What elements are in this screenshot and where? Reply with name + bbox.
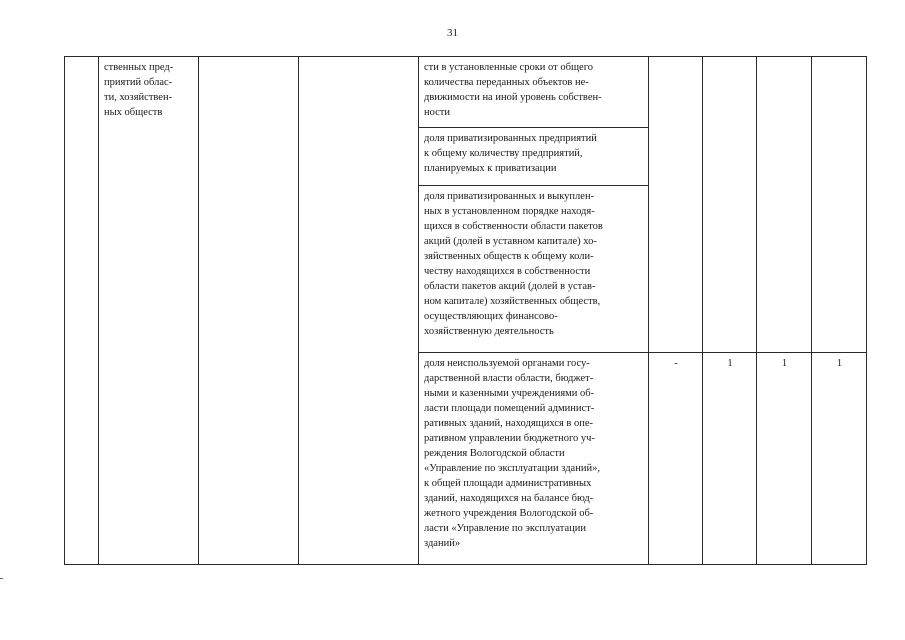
indicator-text-line: честву находящихся в собственности [424, 266, 591, 277]
indicator-text-line: области пакетов акций (долей в устав- [424, 281, 596, 292]
cell-empty [199, 57, 299, 565]
indicator-cell [419, 128, 649, 186]
indicator-text-line: реждения Вологодской области [424, 448, 565, 459]
value-cell [703, 57, 757, 353]
indicator-text-line: жетного учреждения Вологодской об- [424, 508, 594, 519]
indicator-text-line: ных в установленном порядке находя- [424, 206, 595, 217]
indicator-text-line: доля неиспользуемой органами госу- [424, 358, 590, 369]
value-cell: 1 [703, 353, 757, 565]
cell-number [65, 57, 99, 565]
indicator-text-line: сти в установленные сроки от общего [424, 62, 593, 73]
indicator-text-line: щихся в собственности области пакетов [424, 221, 603, 232]
task-text-line: ти, хозяйствен- [104, 92, 173, 103]
indicator-text-line: к общей площади административных [424, 478, 592, 489]
indicator-cell [419, 186, 649, 353]
indicator-text-line: доля приватизированных предприятий [424, 133, 597, 144]
indicator-text-line: движимости на иной уровень собствен- [424, 92, 602, 103]
cell-task [99, 57, 199, 565]
indicator-text-line: количества переданных объектов не- [424, 77, 589, 88]
value-cell: - [649, 353, 703, 565]
scan-mark [0, 578, 3, 579]
indicator-text-line: ласти «Управление по эксплуатации [424, 523, 587, 534]
indicator-text-line: хозяйственную деятельность [424, 326, 554, 337]
indicator-text-line: ном капитале) хозяйственных обществ, [424, 296, 601, 307]
cell-empty [299, 57, 419, 565]
task-text-line: приятий облас- [104, 77, 173, 88]
indicator-text-line: ными и казенными учреждениями об- [424, 388, 595, 399]
indicator-text-line: зданий» [424, 538, 461, 549]
value-cell: 1 [812, 353, 867, 565]
task-text-line: ных обществ [104, 107, 163, 118]
indicator-text-line: акций (долей в уставном капитале) хо- [424, 236, 597, 247]
indicator-cell [419, 353, 649, 565]
indicator-text-line: доля приватизированных и выкуплен- [424, 191, 595, 202]
table-row [65, 57, 867, 128]
indicator-text-line: планируемых к приватизации [424, 163, 557, 174]
value-cell [757, 57, 812, 353]
indicator-text-line: ности [424, 107, 450, 118]
indicator-text-line: ративном управлении бюджетного уч- [424, 433, 595, 444]
value-cell [649, 57, 703, 353]
indicator-text-line: осуществляющих финансово- [424, 311, 558, 322]
indicator-text-line: ласти площади помещений админист- [424, 403, 595, 414]
indicator-text-line: дарственной власти области, бюджет- [424, 373, 594, 384]
value-cell [812, 57, 867, 353]
task-text-line: ственных пред- [104, 62, 174, 73]
indicator-text-line: ративных зданий, находящихся в опе- [424, 418, 594, 429]
indicator-text-line: зяйственных обществ к общему коли- [424, 251, 594, 262]
value-cell: 1 [757, 353, 812, 565]
indicator-cell [419, 57, 649, 128]
indicator-text-line: зданий, находящихся на балансе бюд- [424, 493, 594, 504]
indicator-text-line: «Управление по эксплуатации зданий», [424, 463, 600, 474]
page-number: 31 [447, 27, 458, 39]
indicator-text-line: к общему количеству предприятий, [424, 148, 583, 159]
program-indicators-table [64, 56, 867, 565]
